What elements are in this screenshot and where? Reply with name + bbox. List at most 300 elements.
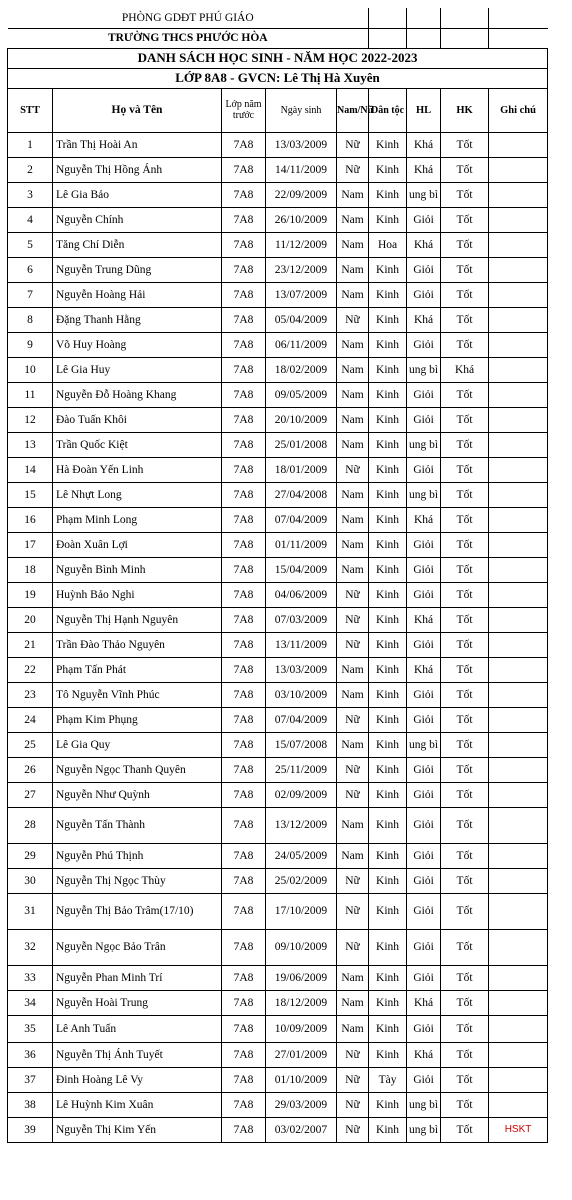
ethnicity: Kinh [369,757,407,782]
col-name: Họ và Tên [53,88,222,132]
ethnicity: Kinh [369,532,407,557]
ethnicity: Kinh [369,965,407,990]
student-name: Trần Quốc Kiệt [53,432,222,457]
conduct-rank: Tốt [441,1015,489,1042]
date-of-birth: 13/03/2009 [266,132,337,157]
student-name: Đinh Hoàng Lê Vy [53,1067,222,1092]
note [489,843,548,868]
academic-rank: Giỏi [407,407,441,432]
ethnicity: Kinh [369,929,407,965]
gender: Nữ [337,782,369,807]
gender: Nữ [337,1067,369,1092]
prev-class: 7A8 [222,1015,266,1042]
date-of-birth: 13/03/2009 [266,657,337,682]
date-of-birth: 24/05/2009 [266,843,337,868]
conduct-rank: Tốt [441,607,489,632]
prev-class: 7A8 [222,432,266,457]
row-stt: 37 [8,1067,53,1092]
note [489,282,548,307]
conduct-rank: Tốt [441,482,489,507]
ethnicity: Kinh [369,157,407,182]
table-row [8,307,548,332]
row-stt: 4 [8,207,53,232]
col-hl: HL [407,88,441,132]
gender: Nam [337,482,369,507]
student-name: Nguyễn Thị Bảo Trâm(17/10) [53,893,222,929]
date-of-birth: 18/02/2009 [266,357,337,382]
date-of-birth: 02/09/2009 [266,782,337,807]
gender: Nam [337,257,369,282]
row-stt: 12 [8,407,53,432]
gender: Nam [337,965,369,990]
prev-class: 7A8 [222,929,266,965]
prev-class: 7A8 [222,507,266,532]
conduct-rank: Tốt [441,682,489,707]
table-row [8,682,548,707]
prev-class: 7A8 [222,607,266,632]
note [489,1092,548,1117]
conduct-rank: Tốt [441,965,489,990]
row-stt: 35 [8,1015,53,1042]
row-stt: 13 [8,432,53,457]
date-of-birth: 15/04/2009 [266,557,337,582]
ethnicity: Kinh [369,132,407,157]
academic-rank: Giỏi [407,1067,441,1092]
note [489,357,548,382]
table-row [8,632,548,657]
note [489,132,548,157]
table-row [8,1117,548,1142]
table-row [8,182,548,207]
gender: Nữ [337,1092,369,1117]
row-stt: 31 [8,893,53,929]
gender: Nữ [337,757,369,782]
student-name: Võ Huy Hoàng [53,332,222,357]
date-of-birth: 15/07/2008 [266,732,337,757]
conduct-rank: Khá [441,357,489,382]
ethnicity: Kinh [369,682,407,707]
conduct-rank: Tốt [441,582,489,607]
col-prev-class: Lớp năm trước [222,88,266,132]
note [489,868,548,893]
table-row [8,1092,548,1117]
date-of-birth: 01/11/2009 [266,532,337,557]
note [489,632,548,657]
date-of-birth: 19/06/2009 [266,965,337,990]
conduct-rank: Tốt [441,232,489,257]
academic-rank: Giỏi [407,532,441,557]
date-of-birth: 18/01/2009 [266,457,337,482]
prev-class: 7A8 [222,1092,266,1117]
student-name: Nguyễn Tấn Thành [53,807,222,843]
row-stt: 38 [8,1092,53,1117]
ethnicity: Kinh [369,632,407,657]
gender: Nam [337,507,369,532]
ethnicity: Kinh [369,282,407,307]
row-stt: 39 [8,1117,53,1142]
note [489,207,548,232]
row-stt: 34 [8,990,53,1015]
academic-rank: Giỏi [407,332,441,357]
prev-class: 7A8 [222,707,266,732]
academic-rank: Giỏi [407,582,441,607]
date-of-birth: 13/12/2009 [266,807,337,843]
date-of-birth: 13/11/2009 [266,632,337,657]
prev-class: 7A8 [222,757,266,782]
gender: Nữ [337,632,369,657]
prev-class: 7A8 [222,232,266,257]
ethnicity: Kinh [369,782,407,807]
row-stt: 20 [8,607,53,632]
student-name: Lê Huỳnh Kim Xuân [53,1092,222,1117]
gender: Nam [337,332,369,357]
table-row [8,707,548,732]
conduct-rank: Tốt [441,732,489,757]
table-row [8,1015,548,1042]
academic-rank: ung bì [407,432,441,457]
date-of-birth: 25/11/2009 [266,757,337,782]
academic-rank: Giỏi [407,757,441,782]
conduct-rank: Tốt [441,843,489,868]
note [489,707,548,732]
conduct-rank: Tốt [441,407,489,432]
date-of-birth: 26/10/2009 [266,207,337,232]
note [489,332,548,357]
note [489,507,548,532]
ethnicity: Kinh [369,807,407,843]
col-ethnicity: Dân tộc [369,88,407,132]
academic-rank: ung bì [407,482,441,507]
note [489,782,548,807]
row-stt: 10 [8,357,53,382]
academic-rank: Khá [407,232,441,257]
academic-rank: Giỏi [407,207,441,232]
conduct-rank: Tốt [441,1117,489,1142]
conduct-rank: Tốt [441,893,489,929]
academic-rank: Giỏi [407,632,441,657]
student-name: Lê Anh Tuấn [53,1015,222,1042]
col-note: Ghi chú [489,88,548,132]
conduct-rank: Tốt [441,757,489,782]
ethnicity: Kinh [369,1015,407,1042]
note [489,157,548,182]
prev-class: 7A8 [222,632,266,657]
table-row [8,965,548,990]
ethnicity: Tày [369,1067,407,1092]
academic-rank: Khá [407,132,441,157]
prev-class: 7A8 [222,582,266,607]
table-row [8,407,548,432]
row-stt: 16 [8,507,53,532]
gender: Nam [337,282,369,307]
prev-class: 7A8 [222,357,266,382]
academic-rank: Khá [407,157,441,182]
date-of-birth: 10/09/2009 [266,1015,337,1042]
prev-class: 7A8 [222,532,266,557]
row-stt: 2 [8,157,53,182]
conduct-rank: Tốt [441,182,489,207]
conduct-rank: Tốt [441,207,489,232]
note [489,807,548,843]
gender: Nam [337,843,369,868]
academic-rank: ung bì [407,357,441,382]
prev-class: 7A8 [222,407,266,432]
col-gender: Nam/Nữ [337,88,369,132]
conduct-rank: Tốt [441,507,489,532]
row-stt: 19 [8,582,53,607]
prev-class: 7A8 [222,207,266,232]
date-of-birth: 05/04/2009 [266,307,337,332]
note: HSKT [489,1117,548,1142]
note [489,432,548,457]
conduct-rank: Tốt [441,432,489,457]
student-name: Đoàn Xuân Lợi [53,532,222,557]
date-of-birth: 03/10/2009 [266,682,337,707]
prev-class: 7A8 [222,457,266,482]
academic-rank: Giỏi [407,807,441,843]
conduct-rank: Tốt [441,929,489,965]
gender: Nam [337,990,369,1015]
academic-rank: Giỏi [407,457,441,482]
academic-rank: Giỏi [407,893,441,929]
academic-rank: ung bì [407,1092,441,1117]
student-name: Đặng Thanh Hằng [53,307,222,332]
ethnicity: Kinh [369,332,407,357]
gender: Nữ [337,307,369,332]
ethnicity: Kinh [369,707,407,732]
academic-rank: ung bì [407,182,441,207]
student-name: Nguyễn Thị Kim Yến [53,1117,222,1142]
note [489,929,548,965]
row-stt: 3 [8,182,53,207]
conduct-rank: Tốt [441,1092,489,1117]
gender: Nam [337,207,369,232]
row-stt: 27 [8,782,53,807]
student-name: Lê Gia Bảo [53,182,222,207]
academic-rank: Giỏi [407,682,441,707]
conduct-rank: Tốt [441,868,489,893]
academic-rank: Giỏi [407,382,441,407]
row-stt: 21 [8,632,53,657]
table-row [8,132,548,157]
gender: Nam [337,432,369,457]
ethnicity: Kinh [369,457,407,482]
table-row [8,732,548,757]
student-name: Phạm Minh Long [53,507,222,532]
gender: Nữ [337,929,369,965]
table-row [8,382,548,407]
note [489,557,548,582]
student-name: Nguyễn Chính [53,207,222,232]
date-of-birth: 07/04/2009 [266,507,337,532]
note [489,732,548,757]
gender: Nam [337,357,369,382]
student-name: Trần Đào Thảo Nguyên [53,632,222,657]
prev-class: 7A8 [222,182,266,207]
table-row [8,893,548,929]
row-stt: 6 [8,257,53,282]
conduct-rank: Tốt [441,707,489,732]
gender: Nữ [337,1042,369,1067]
date-of-birth: 25/02/2009 [266,868,337,893]
ethnicity: Kinh [369,1117,407,1142]
date-of-birth: 09/05/2009 [266,382,337,407]
date-of-birth: 20/10/2009 [266,407,337,432]
table-row [8,1067,548,1092]
academic-rank: Giỏi [407,868,441,893]
col-dob: Ngày sinh [266,88,337,132]
date-of-birth: 11/12/2009 [266,232,337,257]
date-of-birth: 01/10/2009 [266,1067,337,1092]
table-row [8,607,548,632]
gender: Nam [337,407,369,432]
row-stt: 15 [8,482,53,507]
table-row [8,357,548,382]
gender: Nam [337,732,369,757]
student-name: Nguyễn Hoài Trung [53,990,222,1015]
academic-rank: Khá [407,990,441,1015]
ethnicity: Kinh [369,1092,407,1117]
row-stt: 26 [8,757,53,782]
row-stt: 30 [8,868,53,893]
prev-class: 7A8 [222,682,266,707]
table-row [8,782,548,807]
row-stt: 11 [8,382,53,407]
gender: Nữ [337,157,369,182]
conduct-rank: Tốt [441,657,489,682]
table-row [8,457,548,482]
student-name: Nguyễn Thị Hồng Ánh [53,157,222,182]
conduct-rank: Tốt [441,990,489,1015]
conduct-rank: Tốt [441,132,489,157]
student-name: Hà Đoàn Yến Linh [53,457,222,482]
academic-rank: Giỏi [407,929,441,965]
ethnicity: Kinh [369,182,407,207]
note [489,965,548,990]
date-of-birth: 29/03/2009 [266,1092,337,1117]
row-stt: 5 [8,232,53,257]
prev-class: 7A8 [222,990,266,1015]
ethnicity: Kinh [369,257,407,282]
ethnicity: Kinh [369,407,407,432]
date-of-birth: 27/01/2009 [266,1042,337,1067]
column-header-row [8,88,548,132]
student-name: Nguyễn Thị Hạnh Nguyên [53,607,222,632]
academic-rank: Khá [407,1042,441,1067]
academic-rank: Khá [407,307,441,332]
ethnicity: Kinh [369,207,407,232]
prev-class: 7A8 [222,732,266,757]
table-row [8,207,548,232]
note [489,307,548,332]
row-stt: 7 [8,282,53,307]
table-row [8,257,548,282]
conduct-rank: Tốt [441,532,489,557]
conduct-rank: Tốt [441,457,489,482]
note [489,607,548,632]
table-row [8,657,548,682]
student-name: Nguyễn Phan Minh Trí [53,965,222,990]
note [489,990,548,1015]
date-of-birth: 13/07/2009 [266,282,337,307]
gender: Nữ [337,893,369,929]
ethnicity: Kinh [369,893,407,929]
table-row [8,807,548,843]
table-row [8,582,548,607]
date-of-birth: 18/12/2009 [266,990,337,1015]
academic-rank: Giỏi [407,965,441,990]
student-name: Nguyễn Thị Ánh Tuyết [53,1042,222,1067]
ethnicity: Kinh [369,990,407,1015]
gender: Nam [337,382,369,407]
ethnicity: Kinh [369,843,407,868]
academic-rank: Khá [407,607,441,632]
department-name: PHÒNG GDĐT PHÚ GIÁO [8,8,369,28]
date-of-birth: 22/09/2009 [266,182,337,207]
academic-rank: Giỏi [407,843,441,868]
row-stt: 32 [8,929,53,965]
prev-class: 7A8 [222,1042,266,1067]
student-name: Nguyễn Phú Thịnh [53,843,222,868]
note [489,1015,548,1042]
prev-class: 7A8 [222,132,266,157]
student-name: Nguyễn Ngọc Bảo Trân [53,929,222,965]
student-list-table [7,8,548,1143]
note [489,457,548,482]
prev-class: 7A8 [222,557,266,582]
gender: Nam [337,532,369,557]
table-row [8,557,548,582]
gender: Nữ [337,607,369,632]
student-name: Nguyễn Như Quỳnh [53,782,222,807]
row-stt: 24 [8,707,53,732]
conduct-rank: Tốt [441,807,489,843]
gender: Nam [337,807,369,843]
row-stt: 9 [8,332,53,357]
academic-rank: ung bì [407,732,441,757]
note [489,893,548,929]
note [489,482,548,507]
prev-class: 7A8 [222,257,266,282]
ethnicity: Kinh [369,732,407,757]
academic-rank: ung bì [407,1117,441,1142]
date-of-birth: 04/06/2009 [266,582,337,607]
prev-class: 7A8 [222,1067,266,1092]
conduct-rank: Tốt [441,557,489,582]
table-row [8,1042,548,1067]
row-stt: 25 [8,732,53,757]
gender: Nam [337,182,369,207]
prev-class: 7A8 [222,282,266,307]
student-name: Nguyễn Ngọc Thanh Quyên [53,757,222,782]
ethnicity: Kinh [369,868,407,893]
ethnicity: Kinh [369,607,407,632]
student-name: Đào Tuấn Khôi [53,407,222,432]
student-name: Phạm Kim Phụng [53,707,222,732]
ethnicity: Kinh [369,507,407,532]
note [489,657,548,682]
date-of-birth: 07/03/2009 [266,607,337,632]
gender: Nữ [337,457,369,482]
ethnicity: Kinh [369,307,407,332]
prev-class: 7A8 [222,657,266,682]
gender: Nữ [337,868,369,893]
academic-rank: Giỏi [407,282,441,307]
note [489,182,548,207]
table-row [8,507,548,532]
student-name: Nguyễn Bình Minh [53,557,222,582]
row-stt: 36 [8,1042,53,1067]
